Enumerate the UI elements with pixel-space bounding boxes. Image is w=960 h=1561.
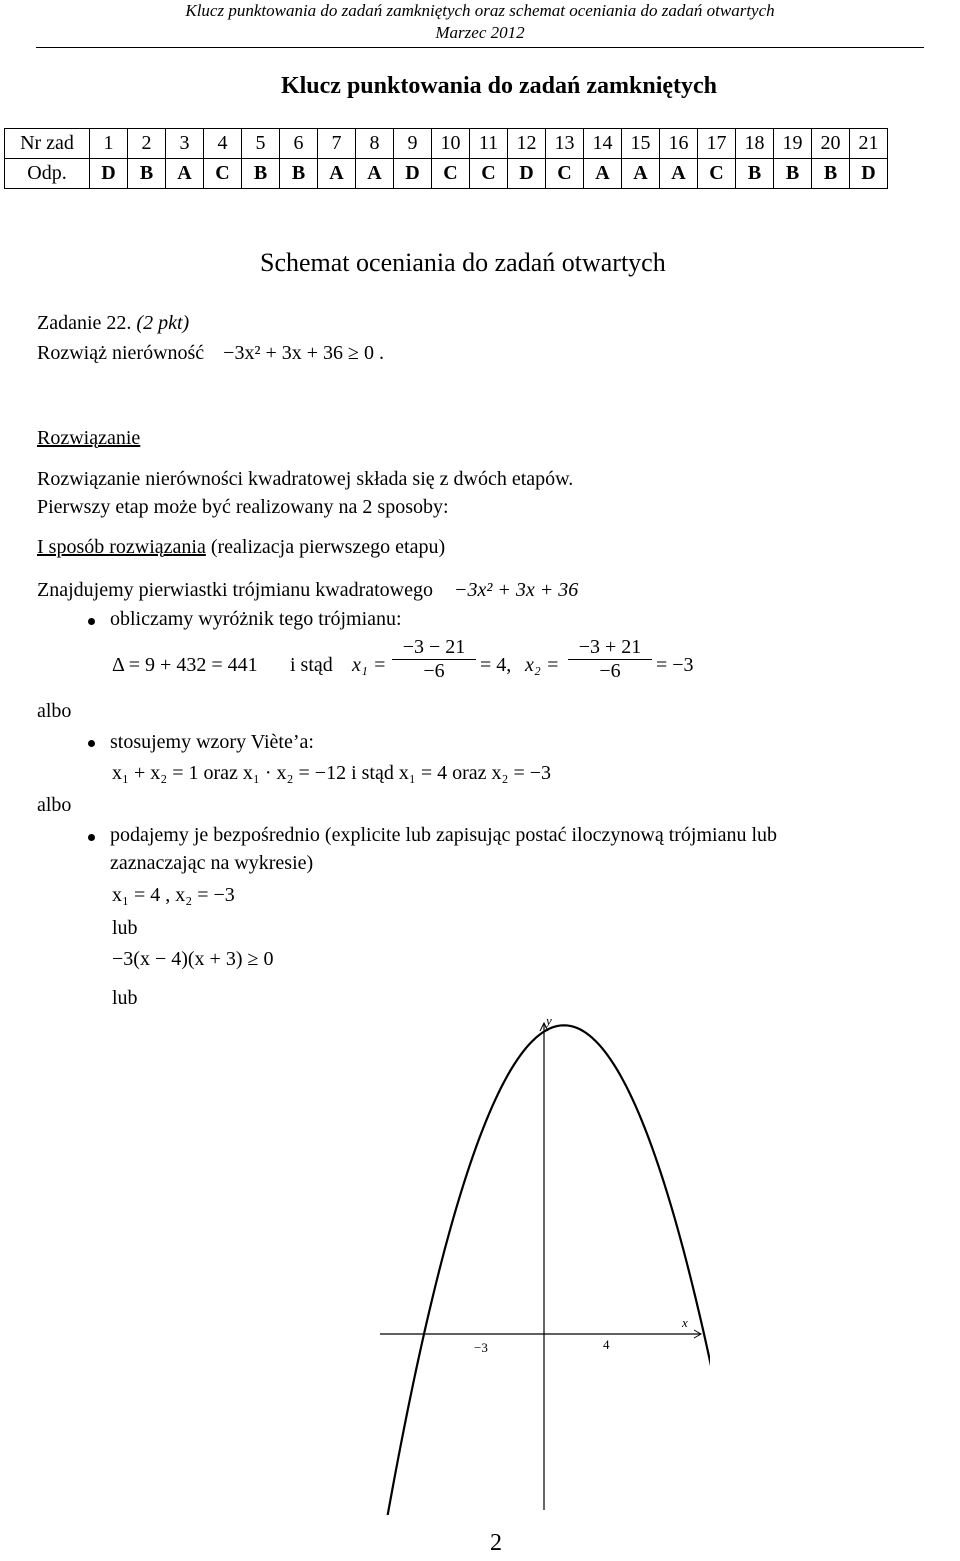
task-line: [37, 342, 384, 365]
bullet-dot: [88, 740, 95, 747]
question-number: 16: [660, 129, 698, 159]
header-date: Marzec 2012: [435, 23, 525, 42]
answer-cell: D: [850, 159, 888, 189]
method-note: (realizacja pierwszego etapu): [210, 536, 446, 558]
delta-expression: Δ = 9 + 432 = 441: [112, 654, 258, 676]
x2-value: = −3: [656, 654, 694, 676]
question-number: 11: [470, 129, 508, 159]
lub-2: lub: [112, 987, 138, 1009]
x-tick-neg3: −3: [474, 1340, 488, 1355]
answer-cell: D: [90, 159, 128, 189]
answer-cell: B: [812, 159, 850, 189]
lub-1: lub: [112, 917, 138, 939]
task-label: Zadanie 22.: [37, 312, 132, 334]
question-number: 2: [128, 129, 166, 159]
answer-cell: B: [774, 159, 812, 189]
x2-numerator: −3 + 21: [568, 636, 652, 660]
question-number: 4: [204, 129, 242, 159]
question-number: 19: [774, 129, 812, 159]
answer-cell: C: [204, 159, 242, 189]
x2-denominator: −6: [599, 660, 621, 682]
answer-cell: A: [166, 159, 204, 189]
task-heading: [37, 312, 189, 335]
bullet-dot: [88, 618, 95, 625]
bullet-direct-text-1: podajemy je bezpośrednio (explicite lub zapisując postać iloczynową trójmianu lub: [110, 824, 778, 846]
task-points: (2 pkt): [136, 312, 190, 334]
x1-value: = 4,: [480, 654, 512, 676]
bullet-delta-text: obliczamy wyróżnik tego trójmianu:: [110, 608, 402, 630]
question-number: 14: [584, 129, 622, 159]
question-number: 1: [90, 129, 128, 159]
answer-cell: A: [622, 159, 660, 189]
open-scheme-title: Schemat oceniania do zadań otwartych: [260, 248, 666, 277]
y-axis-label: y: [546, 1013, 552, 1028]
x1-denominator: −6: [423, 660, 445, 682]
hence-text: i stąd: [290, 654, 333, 676]
find-roots-line: [37, 579, 578, 602]
question-number: 17: [698, 129, 736, 159]
row-label-answers: Odp.: [5, 159, 90, 189]
question-number: 9: [394, 129, 432, 159]
question-number: 12: [508, 129, 546, 159]
header-divider: [36, 47, 924, 48]
question-number: 18: [736, 129, 774, 159]
answer-cell: A: [584, 159, 622, 189]
roots-line: x₁ = 4 , x₂ = −3: [112, 884, 235, 906]
question-number: 20: [812, 129, 850, 159]
albo-2: albo: [37, 794, 72, 816]
question-number: 7: [318, 129, 356, 159]
answer-cell: D: [394, 159, 432, 189]
albo-1: albo: [37, 700, 72, 722]
solution-heading: Rozwiązanie: [37, 427, 141, 449]
question-number: 3: [166, 129, 204, 159]
question-number: 15: [622, 129, 660, 159]
answer-cell: C: [698, 159, 736, 189]
question-number: 5: [242, 129, 280, 159]
answer-cell: A: [318, 159, 356, 189]
product-form: −3(x − 4)(x + 3) ≥ 0: [112, 948, 274, 970]
task-instruction: Rozwiąż nierówność: [37, 342, 205, 364]
answer-cell: A: [356, 159, 394, 189]
bullet-dot: [88, 834, 95, 841]
parabola-curve: [376, 1025, 710, 1515]
x1-label: x₁ =: [352, 654, 387, 676]
question-number: 13: [546, 129, 584, 159]
solution-intro-2: Pierwszy etap może być realizowany na 2 sposoby:: [37, 496, 449, 518]
method-line: [37, 536, 445, 559]
viete-formulas: x₁ + x₂ = 1 oraz x₁ · x₂ = −12 i stąd x₁ = 4 oraz x₂ = −3: [112, 762, 552, 784]
answer-cell: D: [508, 159, 546, 189]
bullet-viete-text: stosujemy wzory Viète’a:: [110, 731, 314, 753]
x1-fraction: [392, 636, 476, 683]
x2-label: x₂ =: [525, 654, 560, 676]
question-number: 6: [280, 129, 318, 159]
page-number: 2: [490, 1530, 502, 1556]
closed-key-title: Klucz punktowania do zadań zamkniętych: [280, 73, 718, 99]
answer-cell: B: [736, 159, 774, 189]
answer-key-table: [4, 128, 888, 189]
task-inequality: −3x² + 3x + 36 ≥ 0 .: [223, 342, 384, 364]
parabola-graph: [370, 1005, 710, 1515]
question-number: 10: [432, 129, 470, 159]
answer-cell: B: [280, 159, 318, 189]
numbers-row: [5, 129, 888, 159]
solution-intro-1: Rozwiązanie nierówności kwadratowej składa się z dwóch etapów.: [37, 468, 574, 490]
find-roots-text: Znajdujemy pierwiastki trójmianu kwadratowego: [37, 579, 434, 601]
x-tick-4: 4: [603, 1337, 610, 1352]
x1-numerator: −3 − 21: [392, 636, 476, 660]
header-title: Klucz punktowania do zadań zamkniętych oraz schemat oceniania do zadań otwartych: [185, 1, 775, 20]
x-axis-label: x: [682, 1315, 688, 1330]
bullet-direct-text-2: zaznaczając na wykresie): [110, 852, 314, 874]
answer-cell: C: [546, 159, 584, 189]
row-label-numbers: Nr zad: [5, 129, 90, 159]
answer-cell: C: [470, 159, 508, 189]
question-number: 8: [356, 129, 394, 159]
x2-fraction: [568, 636, 652, 683]
answer-cell: B: [242, 159, 280, 189]
answer-cell: B: [128, 159, 166, 189]
answer-cell: C: [432, 159, 470, 189]
method-heading: I sposób rozwiązania: [37, 536, 206, 558]
answers-row: [5, 159, 888, 189]
question-number: 21: [850, 129, 888, 159]
trinomial: −3x² + 3x + 36: [454, 579, 579, 601]
answer-cell: A: [660, 159, 698, 189]
